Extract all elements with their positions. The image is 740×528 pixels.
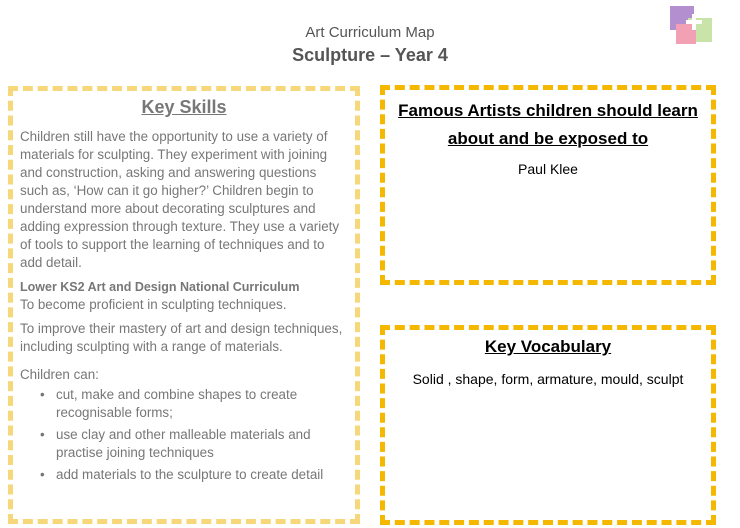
- document-title: Sculpture – Year 4: [292, 45, 448, 65]
- key-vocabulary-text: Solid , shape, form, armature, mould, sculpt: [412, 371, 684, 387]
- key-skills-body: [13, 118, 355, 484]
- nc-point-1: To become proficient in sculpting techniques.: [20, 297, 287, 312]
- national-curriculum-heading: Lower KS2 Art and Design National Curriculum: [20, 280, 300, 294]
- bullet-icon: •: [40, 387, 45, 402]
- document-subtitle: Art Curriculum Map: [305, 24, 435, 41]
- nc-point-2: To improve their mastery of art and design techniques, including sculpting with a range of materials.: [20, 321, 343, 354]
- children-can-label: Children can:: [20, 367, 99, 382]
- famous-artists-heading: Famous Artists children should learn about and be exposed to: [398, 101, 698, 148]
- key-skills-heading: Key Skills: [141, 97, 227, 117]
- list-item: • cut, make and combine shapes to create recognisable forms;: [40, 387, 298, 420]
- list-item: • use clay and other malleable materials and practise joining techniques: [40, 427, 311, 460]
- key-vocabulary-heading: Key Vocabulary: [484, 337, 612, 356]
- famous-artists-panel: [380, 85, 716, 285]
- key-vocabulary-panel: [380, 325, 716, 525]
- key-skills-panel: [8, 86, 360, 524]
- bullet-icon: •: [40, 427, 45, 442]
- school-logo-icon: [668, 6, 714, 48]
- list-item: • add materials to the sculpture to create detail: [40, 467, 324, 482]
- bullet-icon: •: [40, 467, 45, 482]
- key-skills-intro: Children still have the opportunity to use a variety of materials for sculpting. They experiment with joining and construction, asking and answering questions such as, ‘How can it go higher?’ Children begin to understand more about decorating sculptures and adding expression through texture. They use a variety of tools to support the learning of techniques and to add detail.: [20, 129, 340, 270]
- skills-bullet-list: [20, 386, 345, 484]
- artist-name: Paul Klee: [518, 161, 578, 177]
